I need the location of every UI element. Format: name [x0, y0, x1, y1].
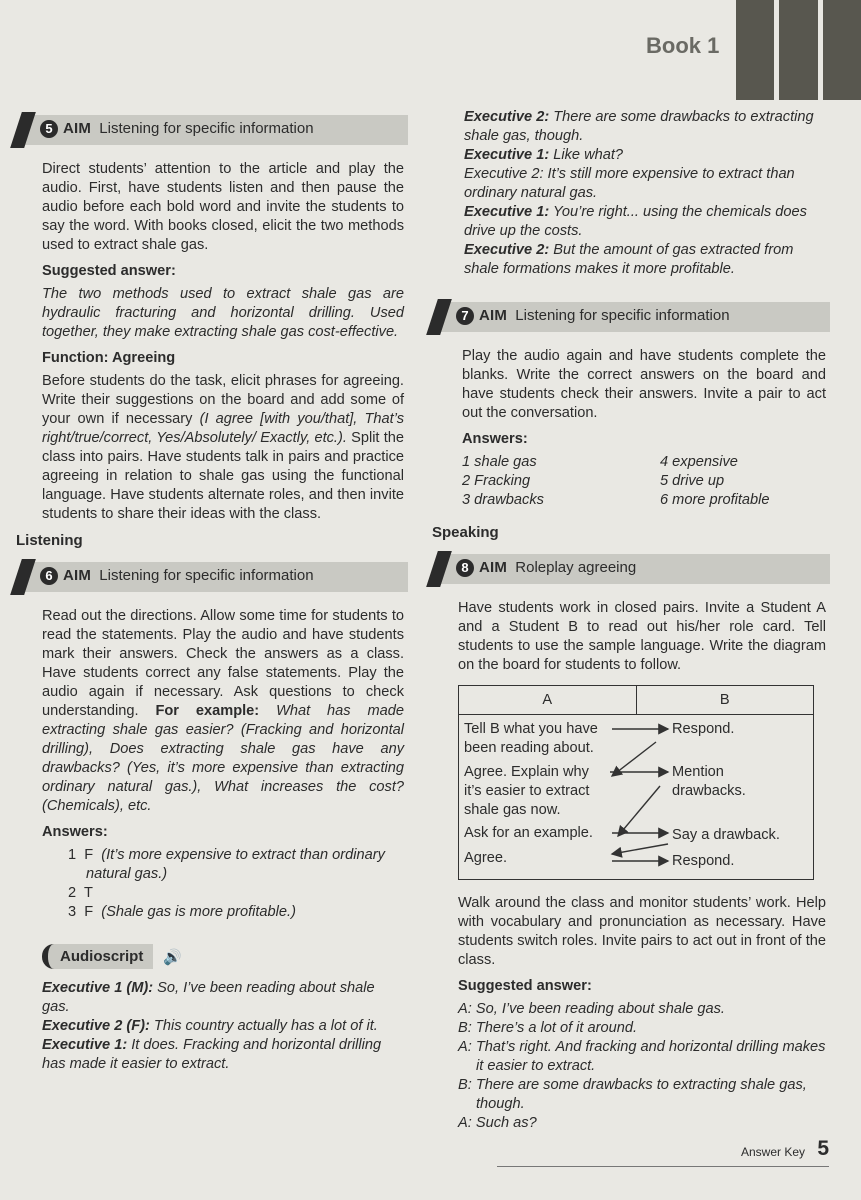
- diagram-a3: Ask for an example.: [464, 825, 593, 841]
- s5-suggested-answer: The two methods used to extract shale gas are hydraulic fracturing and horizontal drilling. Used together, they make extracting shale gas cost-effective.: [42, 286, 404, 340]
- section-title: Listening for specific information: [99, 120, 314, 137]
- answer-item: 3 F (Shale gas is more profitable.): [68, 904, 296, 920]
- s8-body: Have students work in closed pairs. Invite a Student A and a Student B to read out his/her role card. Tell students to use the sample language. Write the diagram on the board for students to follow.: [458, 600, 826, 673]
- script-line: Executive 1 (M): So, I’ve been reading about shale gas.: [42, 980, 375, 1015]
- aim-header-5: 5 AIM Listening for specific information: [16, 112, 408, 146]
- script-line: Executive 2 (F): This country actually has a lot of it.: [42, 1018, 378, 1034]
- s6-answers-label: Answers:: [42, 824, 108, 840]
- s8-suggested-answer: A: So, I’ve been reading about shale gas. B: There’s a lot of it around. A: That’s right. And fracking and horizontal drilling makes it easier to extract. B: There are some drawbacks to extracting shale gas, though. A: Such as?: [458, 1001, 826, 1131]
- s6-body: Read out the directions. Allow some time for students to read the statements. Play the audio and have students mark their answers. Check the answers as a class. Have students correct any false statements. Play the audio again if necessary. Ask questions to check understanding. For example: What has made extracting shale gas easier? (Fracking and horizontal drilling), Does extracting shale gas have any drawbacks? (Yes, it’s more expensive than extracting ordinary natural gas.), What increases the cost? (Chemicals), etc.: [42, 608, 404, 814]
- right-column: [432, 108, 830, 1133]
- answer-item: 2 T: [68, 885, 93, 901]
- function-body: Before students do the task, elicit phrases for agreeing. Write their suggestions on the board and add some of your own if necessary (I agree [with you/that], That’s right/true/correct, Yes/Absolutely/ Exactly, etc.). Split the class into pairs. Have students talk in pairs and practice agreeing in relation to shale gas using the functional language. Have students alternate roles, and then invite students to share their ideas with the class.: [42, 373, 404, 522]
- aim-header-6: 6 AIM Listening for specific information: [16, 559, 408, 593]
- roleplay-diagram: [458, 685, 814, 880]
- diagram-arrows: [460, 716, 816, 878]
- s8-suggested-label: Suggested answer:: [458, 978, 592, 994]
- book-tabs: [736, 0, 861, 100]
- listening-heading: Listening: [16, 532, 83, 549]
- diagram-a2: Agree. Explain why it’s easier to extract shale gas now.: [464, 764, 590, 818]
- audioscript-body: [16, 979, 408, 1074]
- s7-answers: 1 shale gas 4 expensive 2 Fracking 5 drive up 3 drawbacks 6 more profitable: [462, 454, 770, 508]
- s6-answers: [16, 846, 408, 922]
- diagram-b1: Respond.: [672, 721, 735, 737]
- aim-header-7: 7 AIM Listening for specific information: [432, 299, 830, 333]
- speaker-icon[interactable]: 🔊: [163, 948, 183, 966]
- page-footer: [497, 1137, 829, 1167]
- s7-body: Play the audio again and have students complete the blanks. Write the correct answers on the board and have students check their answers. Invite a pair to act out the conversation.: [462, 348, 826, 421]
- audioscript-header: Audioscript 🔊: [42, 944, 408, 969]
- s7-answers-label: Answers:: [462, 431, 528, 447]
- diagram-b3: Say a drawback.: [672, 827, 780, 843]
- book-label: Book 1: [646, 33, 720, 58]
- diagram-col-b: B: [636, 686, 814, 715]
- answer-key-label: Answer Key: [740, 1145, 805, 1159]
- aim-header-8: 8 AIM Roleplay agreeing: [432, 551, 830, 585]
- left-column: [16, 112, 408, 1074]
- function-label: Function: Agreeing: [42, 350, 176, 366]
- section-number: 5: [40, 120, 58, 138]
- diagram-a1: Tell B what you have been reading about.: [464, 721, 598, 756]
- script-continued: Executive 2: There are some drawbacks to extracting shale gas, though. Executive 1: Like what? Executive 2: It’s still more expensive to extract than ordinary natural gas. Executive 1: You’re right... using the chemicals does drive up the costs. Executive 2: But the amount of gas extracted from shale formations makes it more profitable.: [464, 109, 814, 277]
- diagram-a4: Agree.: [464, 850, 507, 866]
- page-number: 5: [817, 1137, 829, 1160]
- speaking-heading: Speaking: [432, 524, 499, 541]
- answer-item: 1 F (It’s more expensive to extract than ordinary natural gas.): [68, 847, 385, 882]
- diagram-col-a: A: [459, 686, 637, 715]
- diagram-b4: Respond.: [672, 853, 735, 869]
- script-line: Executive 1: It does. Fracking and horizontal drilling has made it easier to extract.: [42, 1037, 382, 1072]
- s5-suggested-label: Suggested answer:: [42, 263, 176, 279]
- s5-body: Direct students’ attention to the article and play the audio. First, have students listen and then pause the audio before each bold word and invite the students to say the word. With books closed, elicit the two methods used to extract shale gas.: [42, 161, 404, 253]
- diagram-b2: Mention drawbacks.: [672, 764, 746, 799]
- s8-body2: Walk around the class and monitor students’ work. Help with vocabulary and pronunciation as necessary. Have students switch roles. Invite pairs to act out in front of the class.: [458, 895, 826, 968]
